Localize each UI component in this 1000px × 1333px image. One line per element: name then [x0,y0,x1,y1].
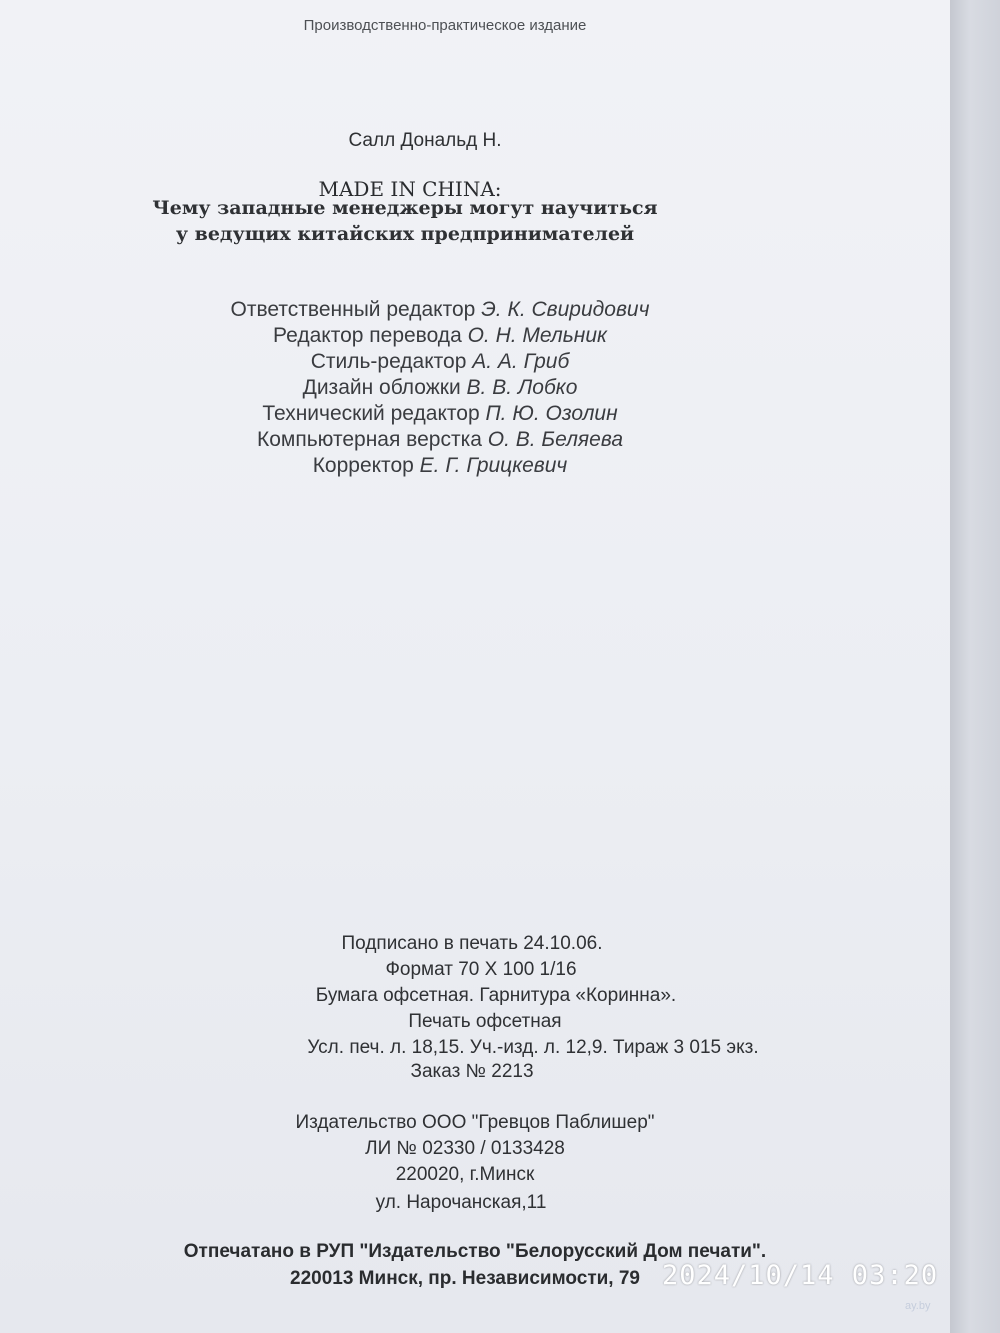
page-edge-shadow [950,0,1000,1333]
credit-name: Е. Г. Грицкевич [419,454,568,477]
credit-role: Дизайн обложки [302,376,461,399]
credit-role: Компьютерная верстка [257,428,482,451]
credit-role: Ответственный редактор [230,298,476,321]
credit-line [0,376,915,400]
credit-line [0,324,915,348]
imprint-line: Печать офсетная [408,1011,562,1032]
credit-name: А. А. Гриб [472,350,570,373]
credit-name: О. Н. Мельник [467,324,607,347]
imprint-line: Подписано в печать 24.10.06. [341,933,603,954]
credit-name: О. В. Беляева [487,428,623,451]
photo-timestamp: 2024/10/14 03:20 [662,1260,939,1291]
credit-line [0,454,915,478]
series-label: Производственно-практическое издание [303,17,587,34]
credit-role: Технический редактор [262,402,480,425]
credit-role: Корректор [312,454,414,477]
credit-role: Стиль-редактор [310,350,467,373]
publisher-line: ул. Нарочанская,11 [375,1192,547,1213]
printer-line: Отпечатано в РУП "Издательство "Белорусский Дом печати". [183,1241,767,1262]
credit-line [0,428,915,452]
credit-name: В. В. Лобко [466,376,578,399]
credit-role: Редактор перевода [273,324,462,347]
publisher-line: Издательство ООО "Гревцов Паблишер" [295,1112,655,1133]
credit-line [0,350,915,374]
author-name: Салл Дональд Н. [348,130,502,151]
imprint-line: Формат 70 Х 100 1/16 [385,959,577,980]
watermark-logo: ay.by [905,1300,931,1312]
imprint-line: Заказ № 2213 [410,1061,534,1082]
credit-line [0,402,915,426]
credit-name: Э. К. Свиридович [481,298,650,321]
publisher-line: 220020, г.Минск [395,1164,535,1185]
imprint-line: Бумага офсетная. Гарнитура «Коринна». [315,985,677,1006]
credit-line [0,298,915,322]
book-subtitle-line-2: у ведущих китайских предпринимателей [175,223,635,245]
publisher-line: ЛИ № 02330 / 0133428 [365,1138,565,1159]
imprint-line: Усл. печ. л. 18,15. Уч.-изд. л. 12,9. Тираж 3 015 экз. [307,1037,759,1058]
book-title-english: MADE IN CHINA: [318,177,502,201]
book-subtitle-line-1: Чему западные менеджеры могут научиться [152,197,658,219]
credit-name: П. Ю. Озолин [485,402,618,425]
printer-line: 220013 Минск, пр. Независимости, 79 [290,1268,640,1289]
